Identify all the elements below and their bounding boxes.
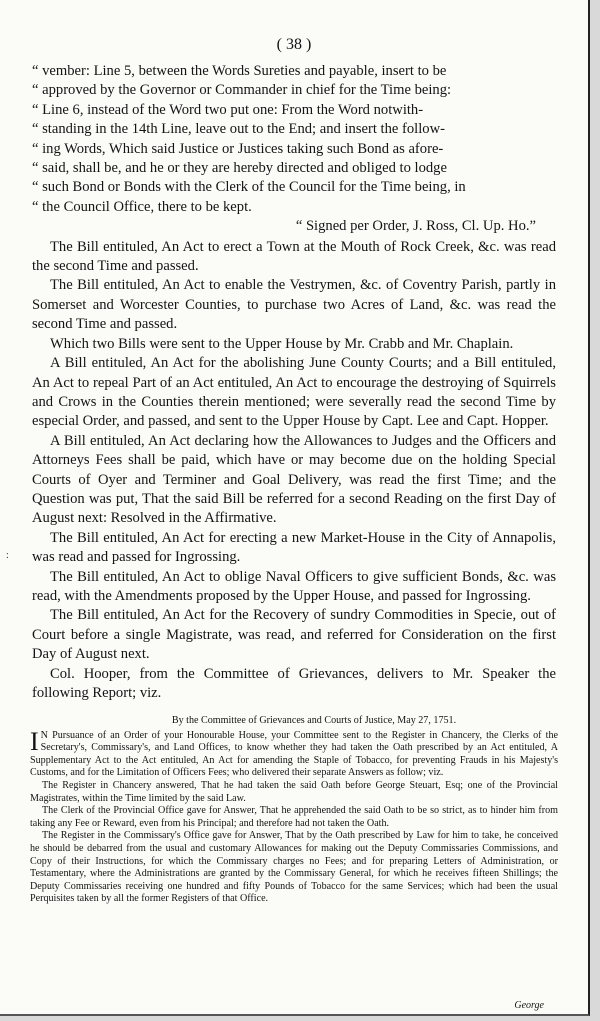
paragraph: The Bill entituled, An Act for the Recovery of sundry Commodities in Specie, out of Court before a single Magistrate, was read, and referred for Consideration on the first Day of August next.	[32, 607, 556, 663]
quoted-line: “ Line 6, instead of the Word two put one: From the Word notwith-	[32, 101, 424, 118]
paragraph: A Bill entituled, An Act declaring how the Allowances to Judges and the Officers and Attorneys Fees shall be paid, which have or may become due on the holding Special Courts of Oyer and Terminer and Goal Delivery, was read the first Time; and the Question was put, That the said Bill be referred for a second Reading on the first Day of August next: Resolved in the Affirmative.	[32, 432, 556, 527]
paragraph: The Bill entituled, An Act to oblige Naval Officers to give sufficient Bonds, &c. was read, with the Amendments proposed by the Upper House, and passed for Ingrossing.	[32, 568, 556, 604]
paragraph: The Bill entituled, An Act to erect a Town at the Mouth of Rock Creek, &c. was read the second Time and passed.	[32, 238, 556, 275]
report-paragraph: IN Pursuance of an Order of your Honourable House, your Committee sent to the Register in Chancery, the Clerks of the Secretary's, Commissary's, and Land Offices, to know whether they had taken the Oath prescribed by an Act entituled, A Supplementary Act to the Act entituled, An Act for amending the Staple of Tobacco, for preventing Frauds in his Majesty's Customs, and for the Limitation of Officers Fees; who delivered their separate Answers as follow; viz.	[30, 726, 558, 779]
report-paragraph: The Register in Chancery answered, That he had taken the said Oath before George Steuart, Esq; one of the Provincial Magistrates, within the Time limited by the said Law.	[30, 779, 558, 804]
page-number: ( 38 )	[276, 36, 312, 53]
catchword: George	[514, 1000, 544, 1011]
quoted-line: “ standing in the 14th Line, leave out to the End; and insert the follow-	[32, 121, 445, 138]
main-text	[32, 62, 556, 703]
paragraph: The Bill entituled, An Act for erecting a new Market-House in the City of Annapolis, was read and passed for Ingrossing.	[32, 529, 556, 566]
quoted-line: “ vember: Line 5, between the Words Sureties and payable, insert to be	[32, 63, 447, 79]
paragraph: The Bill entituled, An Act to enable the Vestrymen, &c. of Coventry Parish, partly in Somerset and Worcester Counties, to purchase two Acres of Land, &c. was read the second Time and passed.	[32, 277, 556, 333]
report-paragraph: The Clerk of the Provincial Office gave for Answer, That he apprehended the said Oath to be so strict, as to hinder him from taking any Fee or Reward, even from his Principal; and therefore had not taken the Oath.	[30, 805, 558, 829]
paragraph: A Bill entituled, An Act for the abolishing June County Courts; and a Bill entituled, An Act to repeal Part of an Act entituled, An Act to encourage the destroying of Squirrels and Crows in the Counties therein mentioned; were severally read the second Time by especial Order, and passed, and sent to the Upper House by Capt. Lee and Capt. Hopper.	[32, 355, 556, 430]
committee-report	[30, 715, 558, 906]
paragraph: Col. Hooper, from the Committee of Grievances, delivers to Mr. Speaker the following Report; viz.	[32, 665, 556, 701]
quoted-line: “ approved by the Governor or Commander in chief for the Time being:	[32, 82, 452, 99]
quoted-line: “ the Council Office, there to be kept.	[32, 198, 252, 215]
report-paragraph: The Register in the Commissary's Office gave for Answer, That by the Oath prescribed by Law for him to take, he conceived he should be debarred from the usual and customary Allowances for making out the Deputy Commissaries Commissions, and Copy of their Instructions, for which the Commissary charges no Fees; and for preparing Letters of Administration, or Testamentary, where the Administrations are granted by the Commissary General, for which he receives fifteen Shillings; the Deputy Commissaries receiving one hundred and fifty Pounds of Tobacco for the same Services; which had been the usual Perquisites taken by all the former Registers of that Office.	[30, 830, 558, 905]
paragraph: Which two Bills were sent to the Upper House by Mr. Crabb and Mr. Chaplain.	[50, 335, 514, 352]
signed-line: “ Signed per Order, J. Ross, Cl. Up. Ho.”	[295, 218, 536, 235]
quoted-line: “ such Bond or Bonds with the Clerk of the Council for the Time being, in	[32, 179, 466, 196]
margin-marks: :	[6, 550, 9, 561]
report-heading: By the Committee of Grievances and Courts of Justice, May 27, 1751.	[171, 715, 457, 726]
quoted-line: “ ing Words, Which said Justice or Justices taking such Bond as afore-	[32, 140, 444, 157]
quoted-line: “ said, shall be, and he or they are hereby directed and obliged to lodge	[32, 160, 447, 177]
